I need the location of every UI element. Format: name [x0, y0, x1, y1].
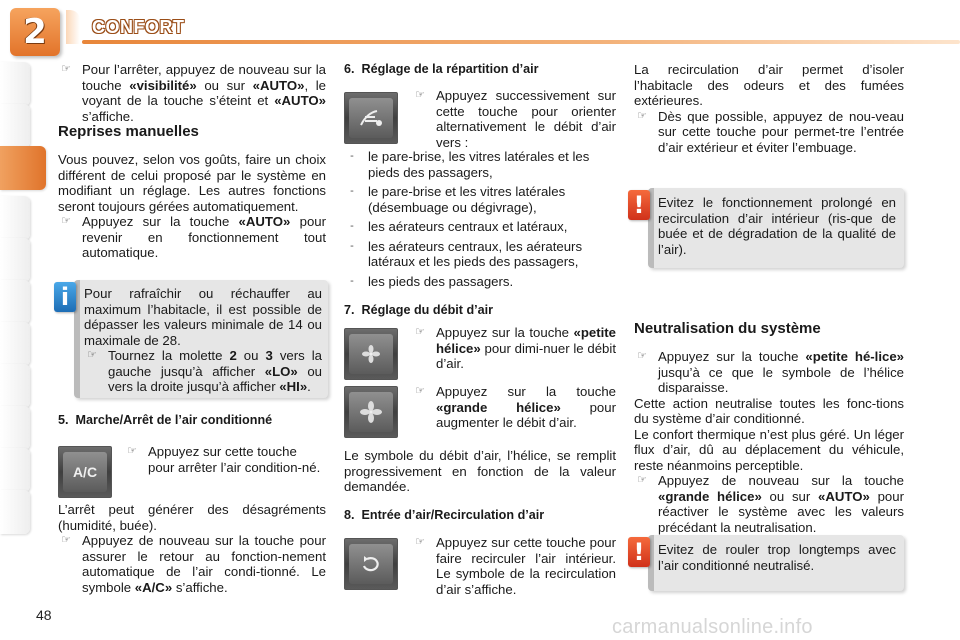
reprises-title: Reprises manuelles [58, 123, 199, 140]
pointing-hand-icon: ☞ [637, 350, 647, 362]
section-8 [344, 508, 616, 524]
info-box-bullet [84, 348, 322, 395]
section-6-list-item [344, 274, 616, 290]
column-3-intro [634, 62, 904, 155]
neutralisation-bullet-1-text: Appuyez sur la touche «petite hé-lice» jusqu’à ce que le symbole de l’hélice disparaisse. [658, 349, 904, 395]
section-6-list-item [344, 149, 616, 180]
neutralisation-body [634, 349, 904, 535]
side-tab-4 [0, 196, 30, 240]
pointing-hand-icon: ☞ [61, 215, 71, 227]
section-5-bullet-2-text: Appuyez de nouveau sur la touche pour assurer le retour au fonction-nement automatique de l’air condi-tionné. Le symbole «A/C» s’affiche. [82, 533, 326, 595]
side-tab-6 [0, 280, 30, 324]
recirculation-text: La recirculation d’air permet d’isoler l’habitacle des odeurs et des fumées extérieures. [634, 62, 904, 108]
warning-box-2-text: Evitez de rouler trop longtemps avec l’air conditionné neutralisé. [658, 542, 896, 573]
section-6-title: 6. Réglage de la répartition d’air [344, 62, 539, 76]
section-6-list-item-text: les pieds des passagers. [368, 273, 514, 289]
pointing-hand-icon: ☞ [415, 536, 425, 548]
neutralisation-text-1: Cette action neutralise toutes les fonc-tions du système d’air conditionné. [634, 395, 904, 426]
small-fan-icon [349, 334, 393, 374]
dash-marker: - [350, 220, 354, 232]
pointing-hand-icon: ☞ [415, 326, 425, 338]
chapter-number-badge [10, 8, 60, 56]
recirculation-icon [349, 544, 393, 584]
pointing-hand-icon: ☞ [61, 63, 71, 75]
dash-marker: - [350, 150, 354, 162]
section-8-title: 8. Entrée d’air/Recirculation d’air [344, 508, 545, 522]
neutralisation-text-2: Le confort thermique n’est plus géré. Un léger flux d’air, dû au déplacement du véhicule, reste néanmoins perceptible. [634, 426, 904, 473]
section-5-bullet-2 [58, 533, 326, 595]
info-box [74, 280, 328, 398]
reprises-text: Vous pouvez, selon vos goûts, faire un choix différent de celui proposé par le système en modifiant un réglage. Les autres fonctions seront toujours gérées automatiquement. [58, 152, 326, 214]
warning-box-1-text: Evitez le fonctionnement prolongé en recirculation d’air intérieur (ris-que de buée et de dégradation de la qualité de l’air). [658, 195, 896, 257]
header-tab-decoration [66, 10, 80, 44]
dash-marker: - [350, 185, 354, 197]
section-6-list-item-text: le pare-brise et les vitres latérales (désembuage ou dégivrage), [368, 184, 566, 215]
side-tab-1 [0, 62, 30, 106]
section-6-list-item-text: les aérateurs centraux, les aérateurs latéraux et les pieds des passagers, [368, 238, 583, 269]
neutralisation-section [634, 321, 904, 337]
section-6-bullet [412, 88, 616, 150]
section-7-bullet-2-col [412, 384, 616, 431]
warning-box-1 [648, 188, 904, 268]
warning-icon: ! [628, 537, 650, 567]
neutralisation-bullet-2 [634, 473, 904, 535]
ac-key-label: A/C [63, 452, 107, 492]
section-5-text: L’arrêt peut générer des désagréments (humidité, buée). [58, 502, 326, 533]
page-number: 48 [36, 607, 52, 623]
pointing-hand-icon: ☞ [127, 445, 137, 457]
section-5-bullet-text: Appuyez sur cette touche pour arrêter l’air condition-né. [148, 444, 321, 475]
section-7-bullet-1 [412, 325, 616, 372]
pointing-hand-icon: ☞ [87, 349, 97, 361]
reprises-bullet-text: Appuyez sur la touche «AUTO» pour revenir en fonctionnement tout automatique. [82, 214, 326, 260]
section-6-list-item [344, 184, 616, 215]
side-tab-9 [0, 406, 30, 450]
pointing-hand-icon: ☞ [61, 534, 71, 546]
info-icon: i [54, 282, 76, 312]
large-fan-button-image [344, 386, 398, 438]
section-7-body [344, 448, 616, 495]
section-6-bullet-col [412, 88, 616, 150]
reprises-bullet [58, 214, 326, 261]
section-6-list-item [344, 239, 616, 270]
side-tab-7 [0, 322, 30, 366]
ac-button-image [58, 446, 112, 498]
section-6-list-item [344, 219, 616, 235]
side-tab-10 [0, 448, 30, 492]
info-box-text: Pour rafraîchir ou réchauffer au maximum l’habitacle, il est possible de dépasser les valeurs minimale de 14 ou maximale de 28. [84, 286, 322, 348]
air-distribution-button-image [344, 92, 398, 144]
section-8-bullet-text: Appuyez sur cette touche pour faire recirculer l’air intérieur. Le symbole de la recirculation d’air s’affiche. [436, 535, 616, 597]
warning-icon: ! [628, 190, 650, 220]
section-6-list-item-text: les aérateurs centraux et latéraux, [368, 219, 568, 234]
neutralisation-bullet-2-text: Appuyez de nouveau sur la touche «grande hélice» ou sur «AUTO» pour réactiver le système avec les valeurs précédant la neutralisation. [658, 473, 904, 535]
recirculation-bullet [634, 109, 904, 156]
small-fan-button-image [344, 328, 398, 380]
reprises-body [58, 152, 326, 261]
section-6-list [344, 149, 616, 293]
warning-box-2 [648, 535, 904, 591]
section-8-bullet [412, 535, 616, 597]
section-7-bullet-2-text: Appuyez sur la touche «grande hélice» pour augmenter le débit d’air. [436, 384, 616, 430]
dash-marker: - [350, 274, 354, 287]
recirculation-button-image [344, 538, 398, 590]
chapter-number: 2 [23, 12, 47, 52]
reprises-section [58, 124, 326, 140]
section-7-bullet-2 [412, 384, 616, 431]
dash-marker: - [350, 239, 354, 252]
section-7 [344, 303, 616, 319]
neutralisation-title: Neutralisation du système [634, 320, 821, 337]
neutralisation-bullet-1 [634, 349, 904, 396]
section-7-bullet-1-col [412, 325, 616, 372]
side-tab-11 [0, 490, 30, 534]
pointing-hand-icon: ☞ [415, 385, 425, 397]
section-5-body [58, 502, 326, 595]
section-5-title: 5. Marche/Arrêt de l’air conditionné [58, 413, 273, 427]
pointing-hand-icon: ☞ [415, 89, 425, 101]
header-rule [82, 40, 960, 44]
side-tab-8 [0, 364, 30, 408]
air-distribution-icon [349, 98, 393, 138]
column-1 [58, 62, 326, 124]
section-5 [58, 413, 328, 429]
page-header [0, 0, 960, 58]
section-6 [344, 62, 616, 78]
info-box-bullet-text: Tournez la molette 2 ou 3 vers la gauche jusqu’à afficher «LO» ou vers la droite jusqu’à afficher «HI». [108, 348, 322, 394]
side-tab-active [0, 146, 46, 190]
section-5-bullet [124, 444, 326, 475]
section-6-list-item-text: le pare-brise, les vitres latérales et les pieds des passagers, [368, 149, 590, 180]
intro-bullet-text: Pour l’arrêter, appuyez de nouveau sur la touche «visibilité» ou sur «AUTO», le voyant de la touche s’éteint et «AUTO» s’affiche. [82, 62, 327, 124]
side-tab-5 [0, 238, 30, 282]
section-8-bullet-col [412, 535, 616, 597]
chapter-title: CONFORT [92, 17, 185, 37]
intro-bullet [58, 62, 326, 124]
pointing-hand-icon: ☞ [637, 109, 647, 122]
pointing-hand-icon: ☞ [637, 474, 647, 486]
side-tab-2 [0, 104, 30, 148]
section-7-bullet-1-text: Appuyez sur la touche «petite hélice» pour dimi-nuer le débit d’air. [436, 325, 616, 371]
section-7-text: Le symbole du débit d’air, l’hélice, se remplit progressivement en fonction de la valeur demandée. [344, 448, 616, 494]
section-7-title: 7. Réglage du débit d’air [344, 303, 494, 317]
section-6-bullet-text: Appuyez successivement sur cette touche pour orienter alternativement le débit d’air vers : [436, 88, 616, 150]
watermark: carmanualsonline.info [612, 616, 813, 638]
section-5-bullet-col [124, 444, 326, 475]
recirculation-bullet-text: Dès que possible, appuyez de nou-veau sur cette touche pour permet-tre l’entrée d’air extérieur et éviter l’embuage. [658, 108, 904, 155]
large-fan-icon [349, 392, 393, 432]
